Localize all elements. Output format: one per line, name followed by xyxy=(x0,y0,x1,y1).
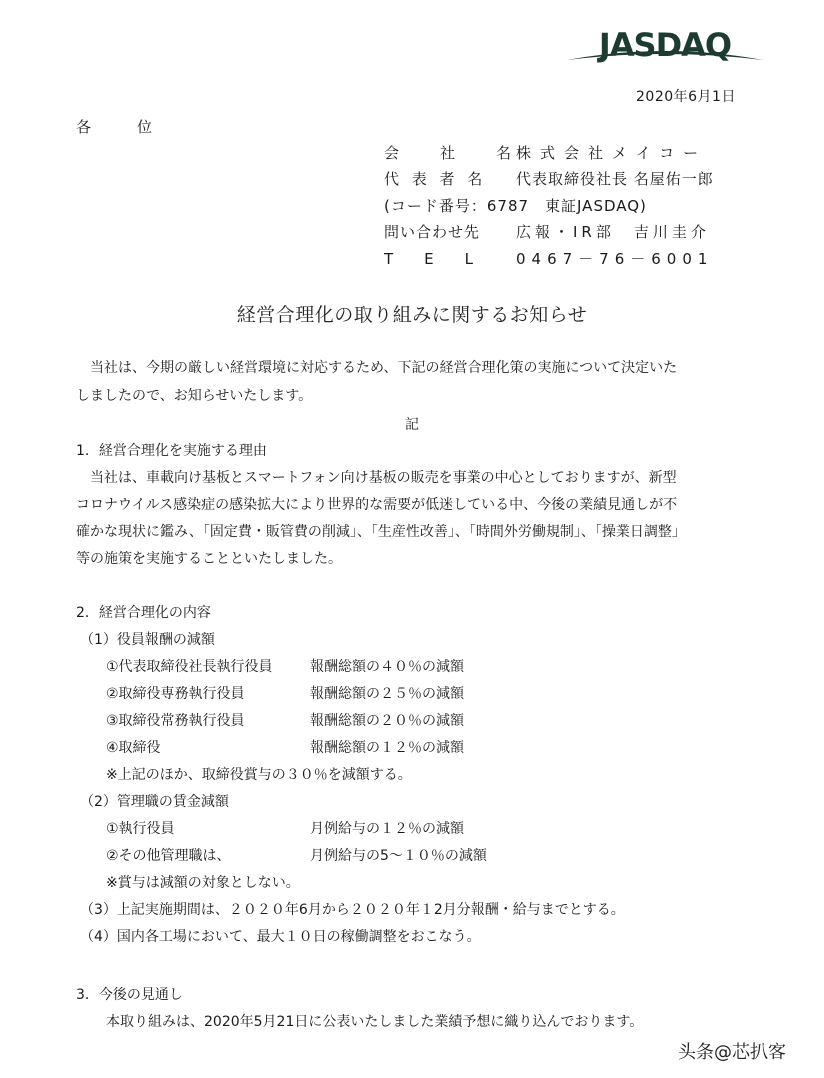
representative-value: 代表取締役社長 名屋佑一郎 xyxy=(516,170,714,188)
representative-row xyxy=(384,168,714,189)
tel-value: 0467－76－6001 xyxy=(516,250,714,268)
company-name-row xyxy=(384,142,707,163)
svg-text:JASDAQ: JASDAQ xyxy=(598,26,732,64)
manager-role-1: ①執行役員 xyxy=(106,821,175,837)
exec-role-4: ④取締役 xyxy=(106,740,161,756)
document-title: 経営合理化の取り組みに関するお知らせ xyxy=(236,304,588,326)
intro-line-2: しましたので、お知らせいたします。 xyxy=(76,388,313,404)
section1-heading: 1．経営合理化を実施する理由 xyxy=(76,443,267,459)
manager-reduction-2: 月例給与の5～１０％の減額 xyxy=(310,848,487,864)
section3-heading: 3．今後の見通し xyxy=(76,987,183,1003)
section2-sub3: （3）上記実施期間は、２０２０年6月から２０２０年１2月分報酬・給与までとする。 xyxy=(80,902,625,918)
ki-marker: 記 xyxy=(405,417,419,433)
representative-label: 代 表 者 名 xyxy=(384,170,487,188)
exec-role-1: ①代表取締役社長執行役員 xyxy=(106,659,273,675)
contact-value: 広報・IR部 吉川圭介 xyxy=(516,223,710,241)
jasdaq-logo-icon xyxy=(565,22,765,72)
addressee-char-1: 各 xyxy=(76,118,92,136)
exec-reduction-1: 報酬総額の４０％の減額 xyxy=(310,659,464,675)
contact-row xyxy=(384,221,710,242)
section2-sub1-heading: （1）役員報酬の減額 xyxy=(80,632,215,648)
watermark: 头条@芯扒客 xyxy=(678,1042,786,1063)
document-date: 2020年6月1日 xyxy=(636,89,736,105)
section1-line-3: 確かな現状に鑑み、「固定費・販管費の削減」、「生産性改善」、「時間外労働規制」、「操業日調整」 xyxy=(76,524,686,540)
tel-row xyxy=(384,248,713,269)
addressee-char-2: 位 xyxy=(137,118,153,136)
stock-code-value: (コード番号：6787 東証JASDAQ) xyxy=(384,197,647,215)
manager-role-2: ②その他管理職は、 xyxy=(106,848,231,864)
intro-line-1: 当社は、今期の厳しい経営環境に対応するため、下記の経営合理化策の実施について決定いた xyxy=(90,360,678,376)
section2-sub4: （4）国内各工場において、最大１０日の稼働調整をおこなう。 xyxy=(80,929,481,945)
manager-reduction-1: 月例給与の１２％の減額 xyxy=(310,821,464,837)
tel-label: T E L xyxy=(384,250,481,268)
company-name-label: 会 社 名 xyxy=(384,144,525,162)
addressee xyxy=(76,116,152,137)
sub2-note: ※賞与は減額の対象としない。 xyxy=(106,875,300,891)
exec-role-3: ③取締役常務執行役員 xyxy=(106,713,245,729)
stock-code-row xyxy=(384,195,647,216)
jasdaq-logo xyxy=(565,22,765,72)
exec-reduction-3: 報酬総額の２０％の減額 xyxy=(310,713,464,729)
section3-text: 本取り組みは、2020年5月21日に公表いたしました業績予想に織り込んでおります。 xyxy=(106,1014,644,1030)
contact-label: 問い合わせ先 xyxy=(384,223,481,241)
exec-role-2: ②取締役専務執行役員 xyxy=(106,686,245,702)
section1-line-2: コロナウイルス感染症の感染拡大により世界的な需要が低迷している中、今後の業績見通しが不 xyxy=(76,497,678,513)
section2-sub2-heading: （2）管理職の賃金減額 xyxy=(80,794,229,810)
company-name-value: 株式会社メイコー xyxy=(516,144,708,162)
section1-line-1: 当社は、車載向け基板とスマートフォン向け基板の販売を事業の中心としておりますが、新型 xyxy=(90,470,677,486)
exec-reduction-2: 報酬総額の２５％の減額 xyxy=(310,686,464,702)
section2-heading: 2．経営合理化の内容 xyxy=(76,605,211,621)
exec-reduction-4: 報酬総額の１２％の減額 xyxy=(310,740,464,756)
section1-line-4: 等の施策を実施することといたしました。 xyxy=(76,551,342,567)
sub1-note: ※上記のほか、取締役賞与の３０％を減額する。 xyxy=(106,767,412,783)
